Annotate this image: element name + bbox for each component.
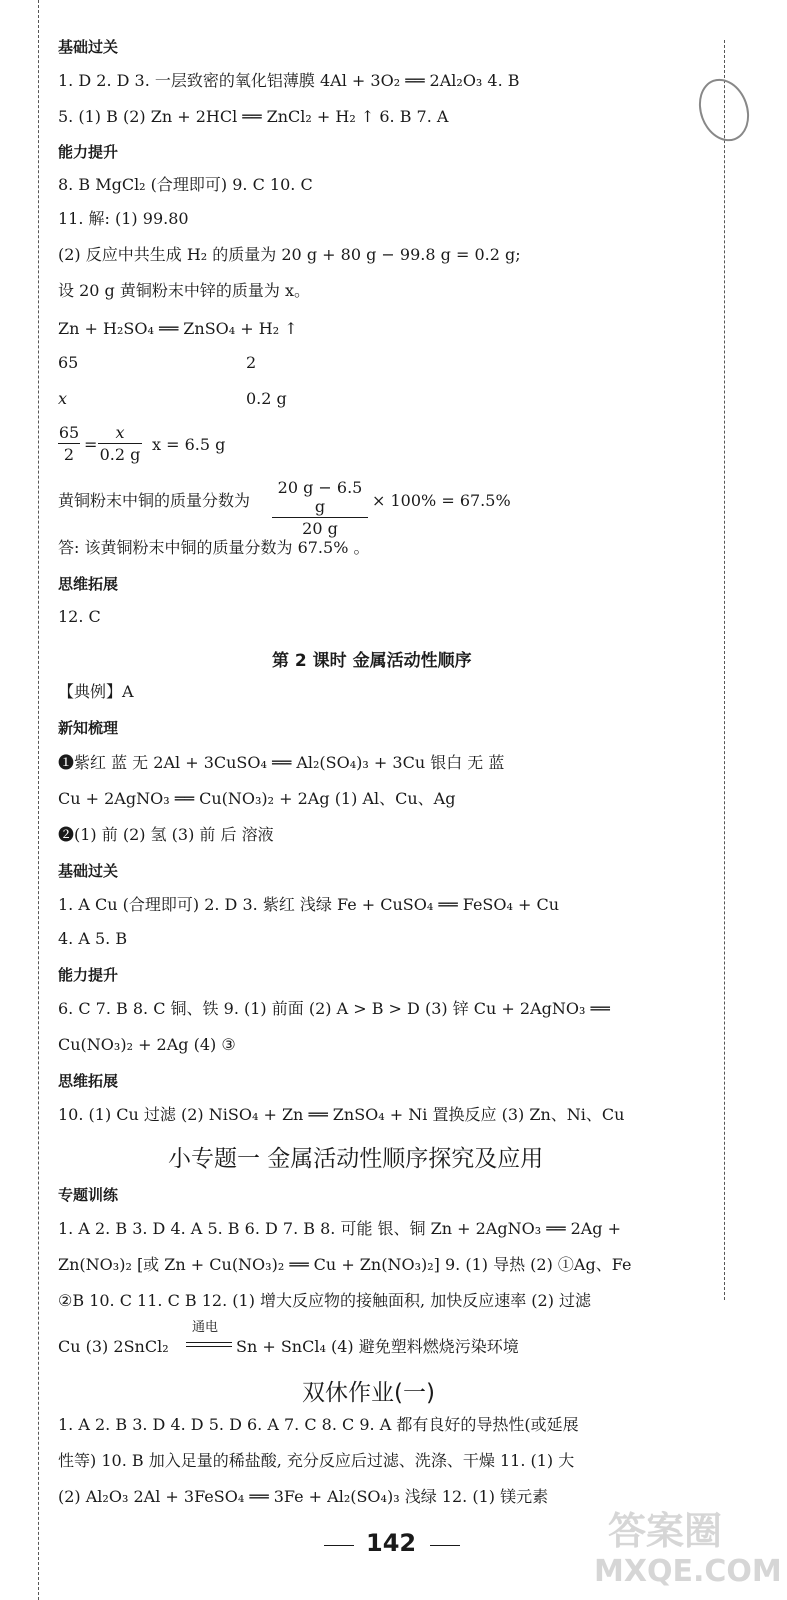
- fraction-numerator: 20 g − 6.5 g: [277, 478, 363, 516]
- watermark-url: MXQE.COM: [594, 1554, 782, 1589]
- topic-heading: 小专题一 金属活动性顺序探究及应用: [168, 1146, 544, 1172]
- section-heading: 专题训练: [58, 1186, 119, 1204]
- stamp-seal: [691, 72, 758, 149]
- answer-line: 11. 解: (1) 99.80: [58, 209, 189, 228]
- right-dashed-line: [724, 40, 725, 1300]
- reaction-condition: 通电: [192, 1320, 219, 1335]
- answer-line: × 100% = 67.5%: [372, 491, 511, 510]
- answer-line: Cu(NO₃)₂ + 2Ag (4) ③: [58, 1035, 236, 1054]
- answer-line: 1. A Cu (合理即可) 2. D 3. 紫红 浅绿 Fe + CuSO₄ ══ FeSO₄ + Cu: [58, 895, 560, 914]
- fraction-denominator: 0.2 g: [99, 445, 141, 464]
- answer-line: 1. D 2. D 3. 一层致密的氧化铝薄膜 4Al + 3O₂ ══ 2Al₂O₃ 4. B: [58, 71, 520, 90]
- reaction-arrow: [186, 1342, 232, 1343]
- fraction: [58, 423, 80, 464]
- answer-line: ❷(1) 前 (2) 氢 (3) 前 后 溶液: [58, 825, 274, 844]
- page-number: 142: [366, 1529, 417, 1557]
- answer-line: 12. C: [58, 607, 101, 626]
- answer-line: 6. C 7. B 8. C 铜、铁 9. (1) 前面 (2) A > B > D (3) 锌 Cu + 2AgNO₃ ══: [58, 999, 610, 1018]
- answer-line: 10. (1) Cu 过滤 (2) NiSO₄ + Zn ══ ZnSO₄ + Ni 置换反应 (3) Zn、Ni、Cu: [58, 1105, 625, 1124]
- section-heading: 思维拓展: [58, 1072, 119, 1090]
- answer-line: 设 20 g 黄铜粉末中锌的质量为 x。: [58, 281, 310, 300]
- equals-sign: =: [84, 435, 98, 454]
- fraction-numerator: 65: [58, 423, 80, 442]
- section-heading: 能力提升: [58, 966, 119, 984]
- answer-line: 答: 该黄铜粉末中铜的质量分数为 67.5% 。: [58, 538, 370, 557]
- fraction-numerator: x: [115, 423, 125, 442]
- equation-line: Zn + H₂SO₄ ══ ZnSO₄ + H₂ ↑: [58, 319, 298, 338]
- section-heading: 思维拓展: [58, 575, 119, 593]
- answer-line: Zn(NO₃)₂ [或 Zn + Cu(NO₃)₂ ══ Cu + Zn(NO₃)₂] 9. (1) 导热 (2) ①Ag、Fe: [58, 1255, 632, 1274]
- reaction-arrow: [186, 1346, 232, 1347]
- section-heading: 基础过关: [58, 38, 119, 56]
- ratio-value: x: [58, 389, 68, 408]
- section-heading: 基础过关: [58, 862, 119, 880]
- answer-line: Cu (3) 2SnCl₂: [58, 1337, 169, 1356]
- answer-line: (2) Al₂O₃ 2Al + 3FeSO₄ ══ 3Fe + Al₂(SO₄)₃ 浅绿 12. (1) 镁元素: [58, 1487, 549, 1506]
- answer-line: 黄铜粉末中铜的质量分数为: [58, 491, 251, 510]
- lesson-heading: 第 2 课时 金属活动性顺序: [272, 651, 472, 671]
- answer-line: 【典例】A: [58, 682, 134, 701]
- answer-line: Sn + SnCl₄ (4) 避免塑料燃烧污染环境: [236, 1337, 519, 1356]
- section-heading: 新知梳理: [58, 719, 119, 737]
- answer-line: 8. B MgCl₂ (合理即可) 9. C 10. C: [58, 175, 313, 194]
- ratio-value: 65: [58, 353, 79, 372]
- fraction-denominator: 2: [63, 445, 75, 464]
- result-value: x = 6.5 g: [152, 435, 226, 454]
- section-heading: 能力提升: [58, 143, 119, 161]
- fraction-denominator: 20 g: [302, 519, 338, 538]
- answer-line: Cu + 2AgNO₃ ══ Cu(NO₃)₂ + 2Ag (1) Al、Cu、Ag: [58, 789, 456, 808]
- fraction: [272, 478, 368, 538]
- weekend-homework-heading: 双休作业(一): [302, 1380, 435, 1406]
- answer-line: ❶紫红 蓝 无 2Al + 3CuSO₄ ══ Al₂(SO₄)₃ + 3Cu 银白 无 蓝: [58, 753, 505, 772]
- binding-dashed-line: [38, 0, 39, 1600]
- watermark-logo: 答案圈: [608, 1509, 723, 1553]
- answer-line: (2) 反应中共生成 H₂ 的质量为 20 g + 80 g − 99.8 g = 0.2 g;: [58, 245, 521, 264]
- fraction: [98, 423, 142, 464]
- answer-line: 性等) 10. B 加入足量的稀盐酸, 充分反应后过滤、洗涤、干燥 11. (1) 大: [58, 1451, 575, 1470]
- page-number-dash-left: [324, 1545, 354, 1546]
- page-number-dash-right: [430, 1545, 460, 1546]
- answer-line: 1. A 2. B 3. D 4. A 5. B 6. D 7. B 8. 可能 银、铜 Zn + 2AgNO₃ ══ 2Ag +: [58, 1219, 622, 1238]
- answer-line: ②B 10. C 11. C B 12. (1) 增大反应物的接触面积, 加快反应速率 (2) 过滤: [58, 1291, 592, 1310]
- answer-line: 1. A 2. B 3. D 4. D 5. D 6. A 7. C 8. C 9. A 都有良好的导热性(或延展: [58, 1415, 579, 1434]
- ratio-value: 2: [246, 353, 257, 372]
- answer-line: 4. A 5. B: [58, 929, 128, 948]
- ratio-value: 0.2 g: [246, 389, 287, 408]
- answer-line: 5. (1) B (2) Zn + 2HCl ══ ZnCl₂ + H₂ ↑ 6. B 7. A: [58, 107, 449, 126]
